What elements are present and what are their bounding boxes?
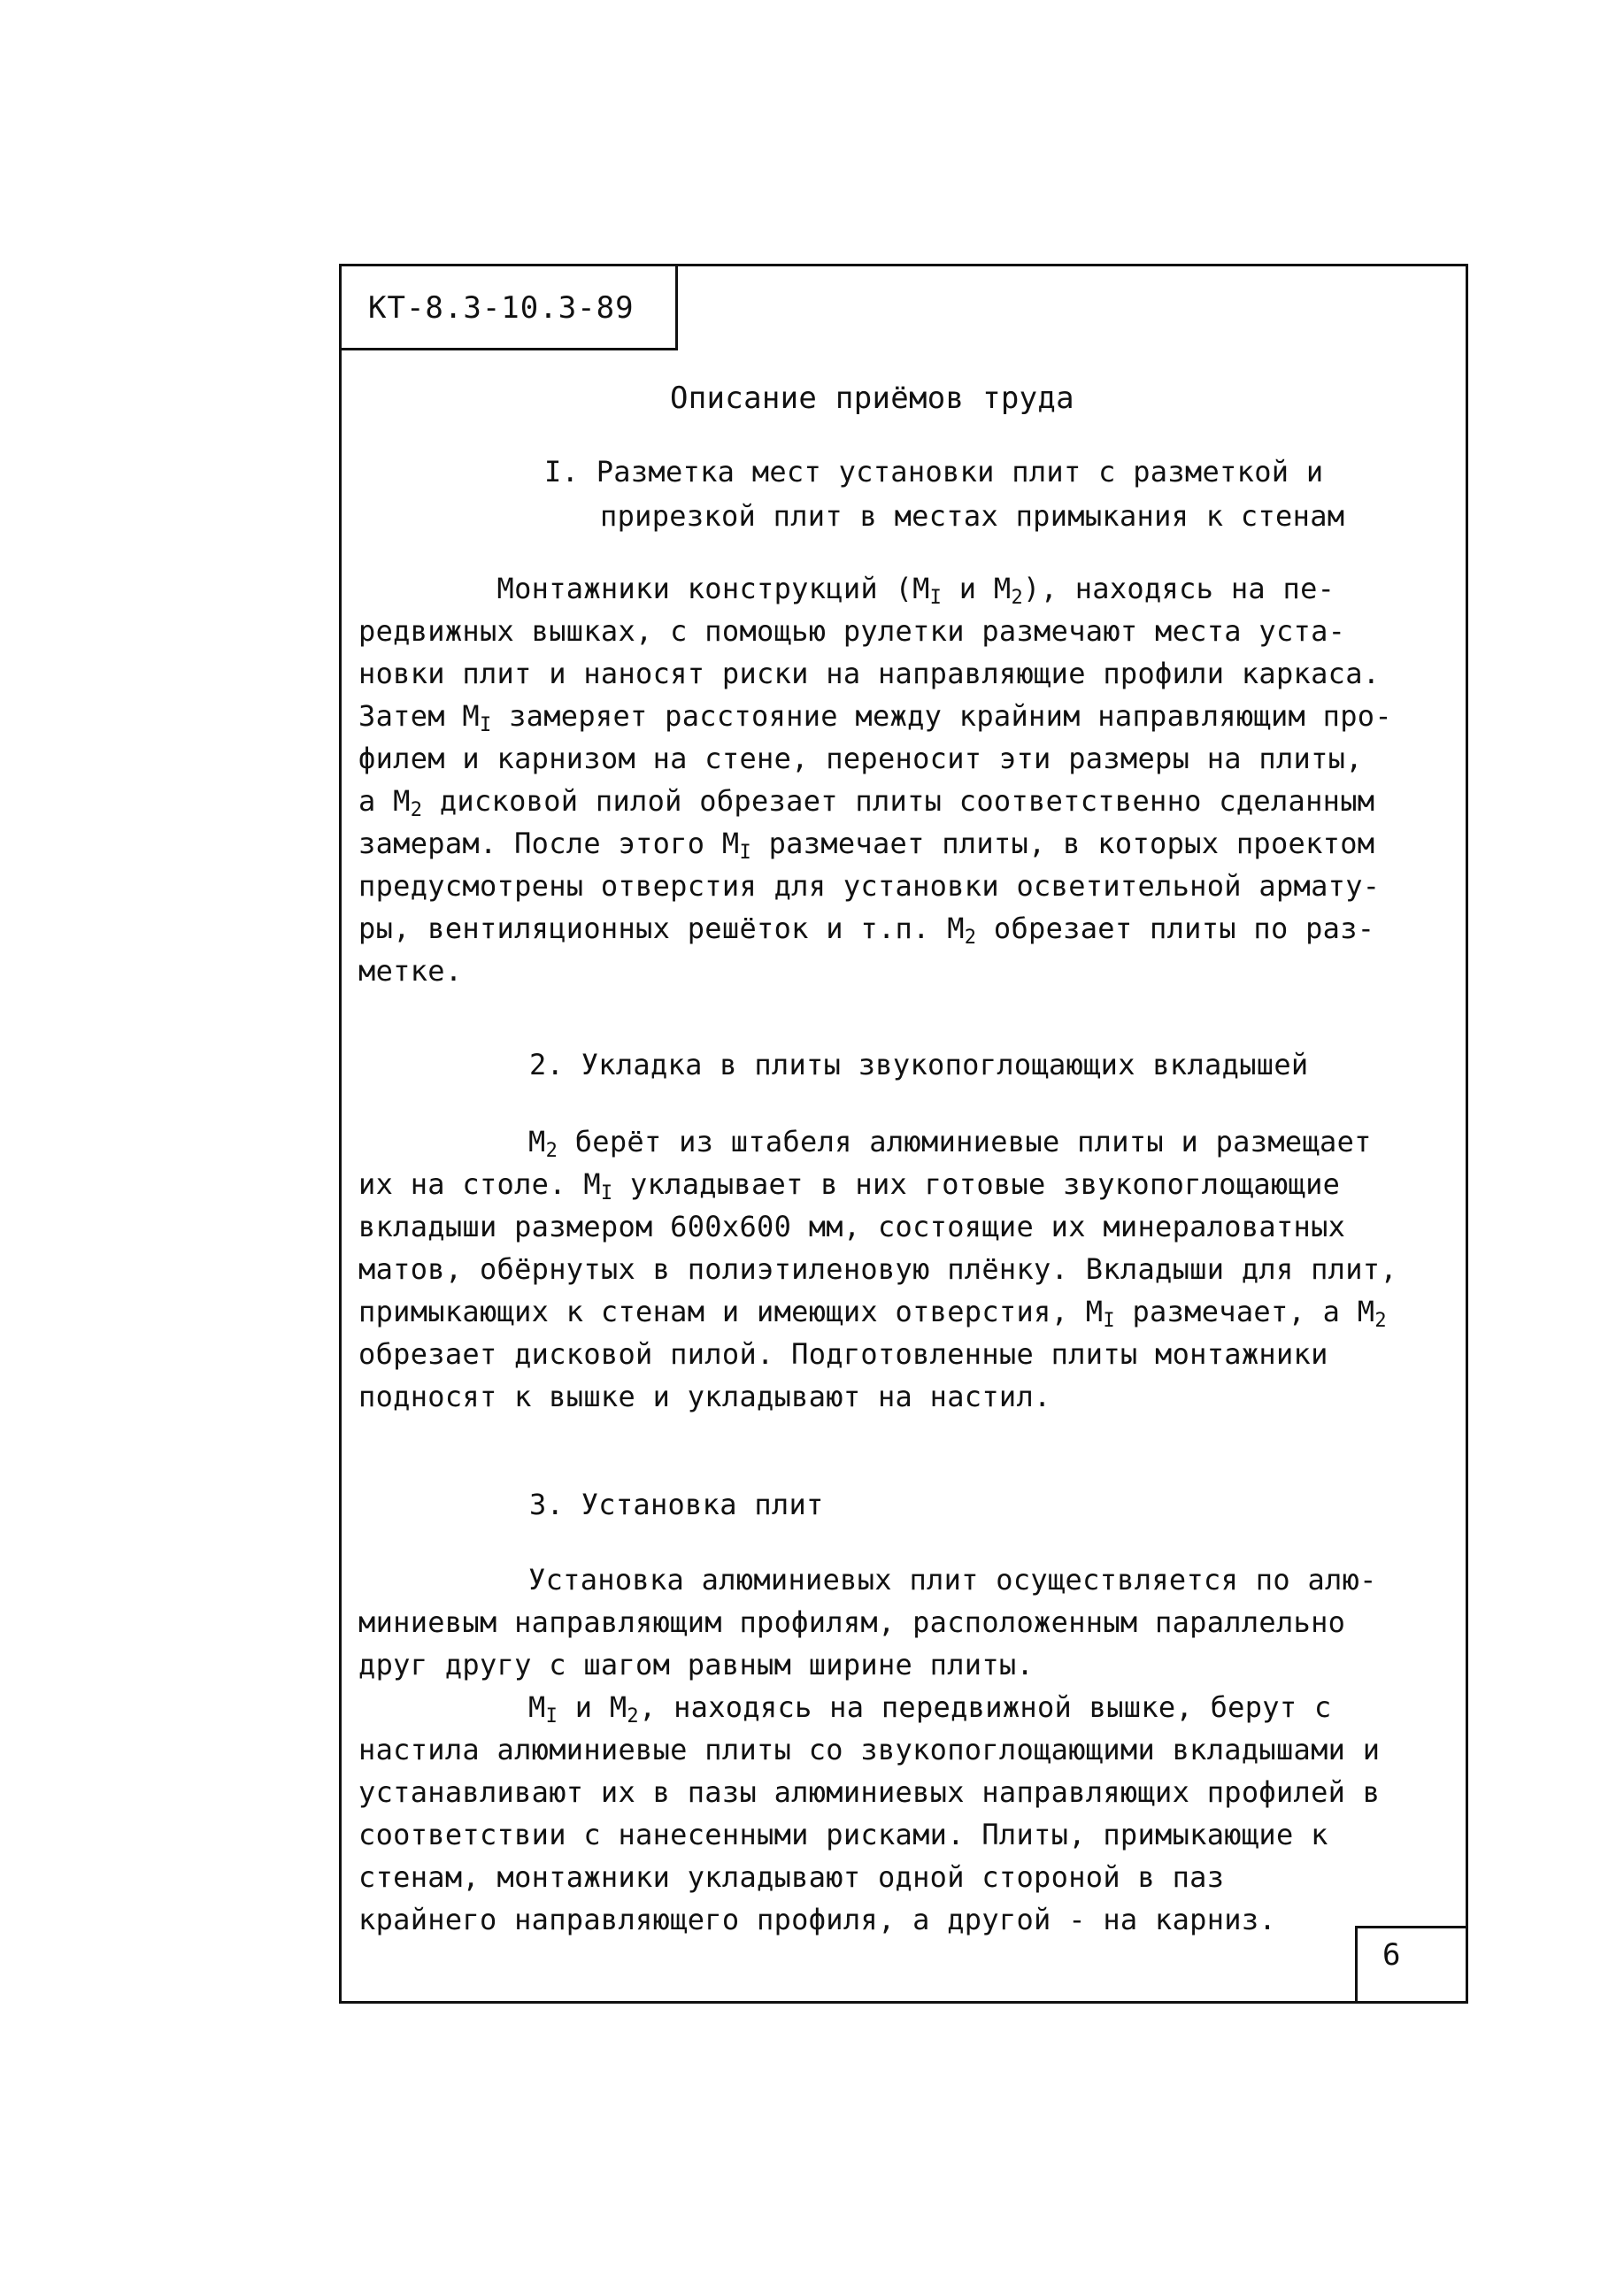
paragraph-line [358,566,1392,609]
subscript: I [739,842,751,864]
text-segment: размечает, а М [1114,1295,1375,1328]
paragraph-line: обрезает дисковой пилой. Подготовленные плиты монтажники [358,1337,1328,1371]
text-segment: М [528,1125,546,1158]
paragraph-line [358,1685,1380,1728]
paragraph-line [358,1162,1397,1204]
text-segment: Затем М [358,699,480,733]
section-1-heading-line-1: I. Разметка мест установки плит с разметкой и [544,455,1324,489]
document-code: КТ-8.3-10.3-89 [342,266,678,350]
text-segment: обрезает плиты по раз- [976,912,1375,945]
text-segment: укладывает в них готовые звукопоглощающие [612,1167,1341,1201]
subscript: 2 [545,1140,558,1162]
section-2-body [358,1120,1397,1417]
subscript: 2 [1374,1310,1387,1332]
paragraph-line: редвижных вышках, с помощью рулетки размечают места уста- [358,614,1346,648]
text-segment: Монтажники конструкций (М [358,572,930,605]
subscript: I [545,1705,558,1728]
paragraph-line: настила алюминиевые плиты со звукопоглощающими вкладышами и [358,1733,1381,1766]
paragraph-line: предусмотрены отверстия для установки осветительной армату- [358,869,1381,903]
paragraph-line: соответствии с нанесенными рисками. Плиты, примыкающие к [358,1818,1328,1851]
text-segment: их на столе. М [358,1167,601,1201]
text-segment: дисковой пилой обрезает плиты соответственно сделанным [422,784,1375,818]
section-3-heading: 3. Установка плит [529,1488,824,1521]
subscript: I [479,714,492,736]
section-1-heading-line-2: прирезкой плит в местах примыкания к стенам [600,499,1345,533]
subscript: I [600,1182,613,1204]
paragraph-line [358,906,1392,949]
paragraph-line: крайнего направляющего профиля, а другой - на карниз. [358,1903,1276,1936]
paragraph-line: миниевым направляющим профилям, расположенным параллельно [358,1605,1346,1639]
section-1-body [358,566,1392,991]
subscript: 2 [1011,587,1024,609]
text-segment: и М [942,572,1012,605]
text-segment: М [528,1690,546,1724]
section-1-heading [544,450,1344,538]
paragraph-line: метке. [358,954,463,988]
subscript: 2 [627,1705,639,1728]
paragraph-line [358,1289,1397,1332]
paragraph-line: друг другу с шагом равным ширине плиты. [358,1648,1035,1682]
paragraph-line: филем и карнизом на стене, переносит эти размеры на плиты, [358,742,1363,775]
subscript: 2 [964,927,977,949]
paragraph-line [358,694,1392,736]
section-2-heading: 2. Укладка в плиты звукопоглощающих вкладышей [529,1048,1309,1081]
text-segment: и М [558,1690,627,1724]
text-segment: , находясь на передвижной вышке, берут с [638,1690,1332,1724]
paragraph-line: устанавливают их в пазы алюминиевых направляющих профилей в [358,1775,1381,1809]
text-segment: примыкающих к стенам и имеющих отверстия, М [358,1295,1104,1328]
paragraph-line [358,1120,1397,1162]
subscript: 2 [410,799,423,821]
text-segment: ры, вентиляционных решёток и т.п. М [358,912,965,945]
text-segment: берёт из штабеля алюминиевые плиты и размещает [558,1125,1372,1158]
text-segment: замерам. После этого М [358,827,740,860]
page-title: Описание приёмов труда [670,381,1074,416]
subscript: I [929,587,943,609]
section-3-body [358,1558,1380,1940]
paragraph-line: новки плит и наносят риски на направляющие профили каркаса. [358,657,1381,690]
text-segment: ), находясь на пе- [1023,572,1335,605]
subscript: I [1103,1310,1115,1332]
page-number: 6 [1355,1926,1466,2001]
text-segment: а М [358,784,411,818]
paragraph-line: подносят к вышке и укладывают на настил. [358,1380,1051,1413]
paragraph-line: вкладыши размером 600х600 мм, состоящие их минераловатных [358,1210,1346,1243]
text-segment: замеряет расстояние между крайним направляющим про- [491,699,1392,733]
paragraph-line: матов, обёрнутых в полиэтиленовую плёнку. Вкладыши для плит, [358,1252,1397,1286]
paragraph-line [358,821,1392,864]
paragraph-line [358,779,1392,821]
text-segment: размечает плиты, в которых проектом [751,827,1375,860]
paragraph-line: Установка алюминиевых плит осуществляется по алю- [528,1563,1377,1597]
paragraph-line: стенам, монтажники укладывают одной стороной в паз [358,1860,1225,1894]
